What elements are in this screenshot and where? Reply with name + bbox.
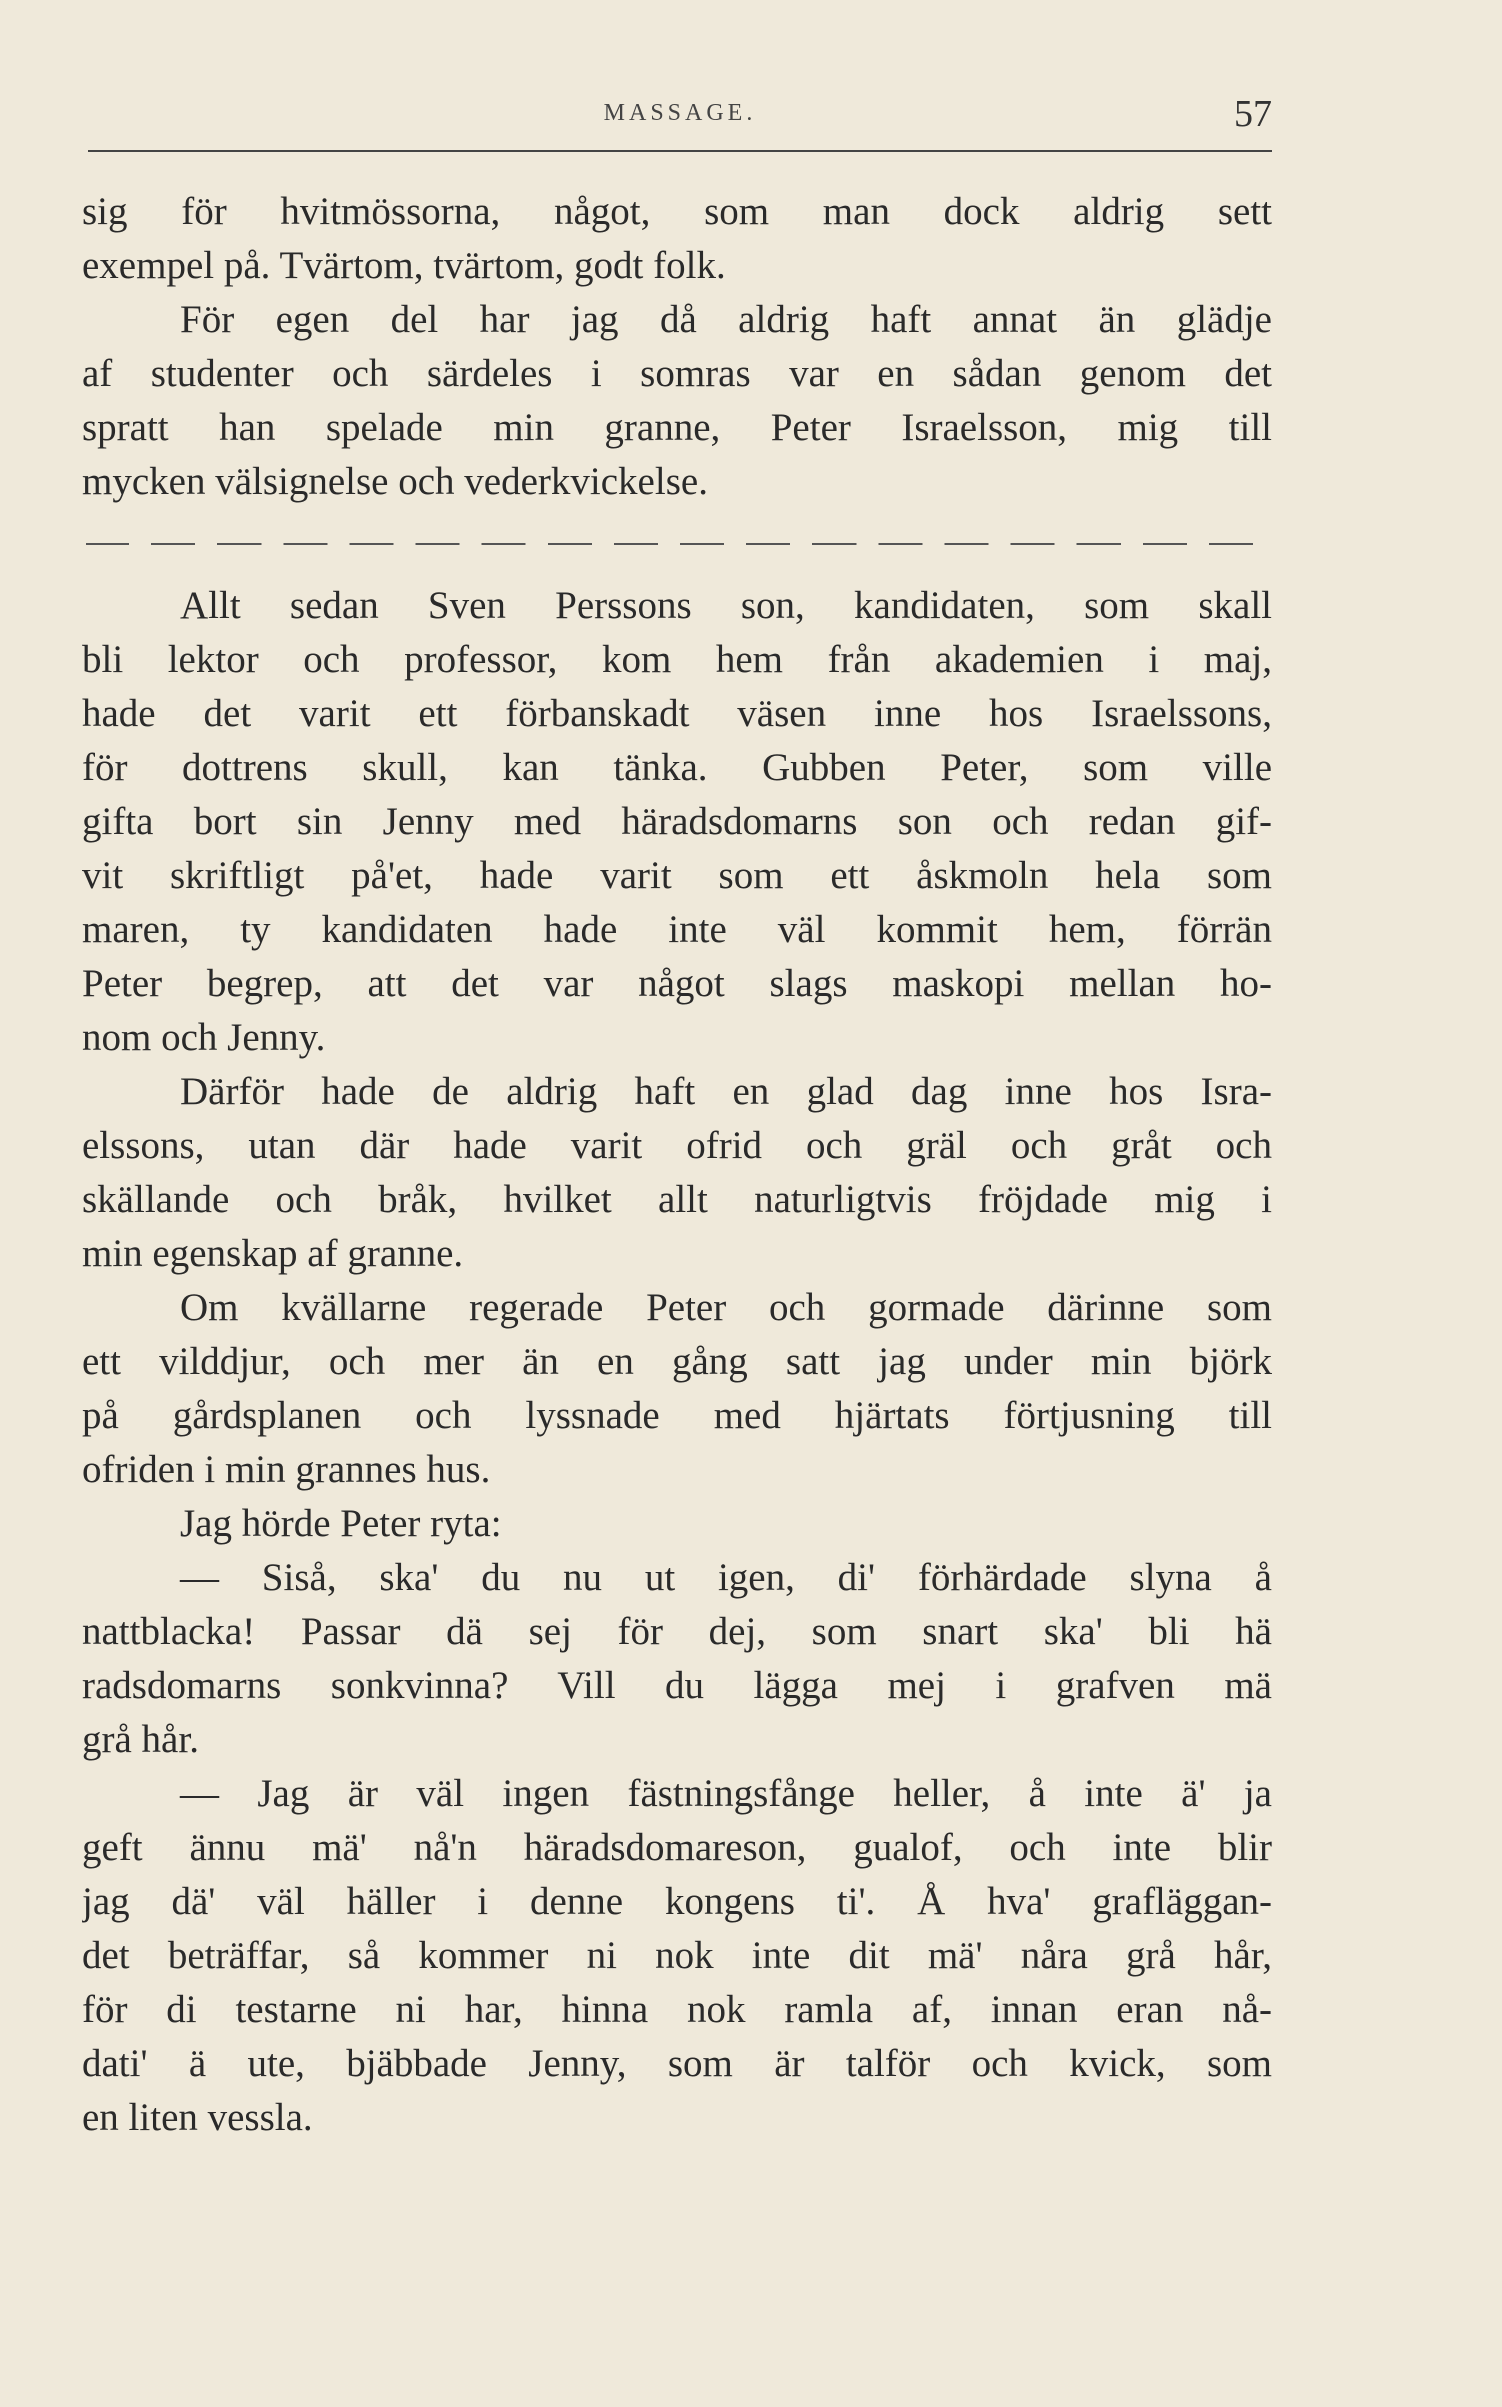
text-line: Därför hade de aldrig haft en glad dag inne hos Isra- <box>180 1070 1272 1113</box>
text-line: dati' ä ute, bjäbbade Jenny, som är talför och kvick, som <box>82 2042 1272 2085</box>
text-line: jag dä' väl häller i denne kongens ti'. Å hva' grafläggan- <box>82 1880 1272 1923</box>
text-line: nattblacka! Passar dä sej för dej, som snart ska' bli hä <box>82 1610 1272 1653</box>
text-line: det beträffar, så kommer ni nok inte dit mä' nåra grå hår, <box>82 1934 1272 1977</box>
running-title: MASSAGE. <box>603 100 757 126</box>
text-line: grå hår. <box>82 1718 199 1761</box>
text-line: vit skriftligt på'et, hade varit som ett åskmoln hela som <box>82 854 1272 897</box>
text-line: en liten vessla. <box>82 2096 313 2139</box>
text-line: geft ännu mä' nå'n häradsdomareson, gualof, och inte blir <box>82 1826 1272 1869</box>
text-line: bli lektor och professor, kom hem från akademien i maj, <box>82 638 1272 681</box>
text-line: af studenter och särdeles i somras var en sådan genom det <box>82 352 1272 395</box>
text-line: på gårdsplanen och lyssnade med hjärtats förtjusning till <box>82 1394 1272 1437</box>
text-line: för di testarne ni har, hinna nok ramla af, innan eran nå- <box>82 1988 1272 2031</box>
text-line: för dottrens skull, kan tänka. Gubben Peter, som ville <box>82 746 1272 789</box>
text-line: — Jag är väl ingen fästningsfånge heller, å inte ä' ja <box>180 1772 1272 1815</box>
text-line: Jag hörde Peter ryta: <box>180 1502 502 1545</box>
text-line: gifta bort sin Jenny med häradsdomarns son och redan gif- <box>82 800 1272 843</box>
page-header <box>88 92 1272 148</box>
page-body <box>82 185 1272 2145</box>
text-line: Om kvällarne regerade Peter och gormade därinne som <box>180 1286 1272 1329</box>
section-separator <box>82 509 1272 579</box>
text-line: radsdomarns sonkvinna? Vill du lägga mej i grafven mä <box>82 1664 1272 1707</box>
text-line: hade det varit ett förbanskadt väsen inne hos Israelssons, <box>82 692 1272 735</box>
page-number: 57 <box>1234 93 1272 135</box>
text-line: elssons, utan där hade varit ofrid och gräl och gråt och <box>82 1124 1272 1167</box>
text-line: Allt sedan Sven Perssons son, kandidaten, som skall <box>180 584 1272 627</box>
header-rule <box>88 150 1272 152</box>
text-line: — Siså, ska' du nu ut igen, di' förhärdade slyna å <box>180 1556 1272 1599</box>
text-line: ett vilddjur, och mer än en gång satt jag under min björk <box>82 1340 1272 1383</box>
text-line: skällande och bråk, hvilket allt naturligtvis fröjdade mig i <box>82 1178 1272 1221</box>
text-line: min egenskap af granne. <box>82 1232 464 1275</box>
text-line: ofriden i min grannes hus. <box>82 1448 491 1491</box>
text-line: spratt han spelade min granne, Peter Israelsson, mig till <box>82 406 1272 449</box>
text-line: För egen del har jag då aldrig haft annat än glädje <box>180 298 1272 341</box>
text-line: nom och Jenny. <box>82 1016 326 1059</box>
text-line: mycken välsignelse och vederkvickelse. <box>82 460 708 503</box>
text-line: exempel på. Tvärtom, tvärtom, godt folk. <box>82 244 726 287</box>
text-line: sig för hvitmössorna, något, som man dock aldrig sett <box>82 190 1272 233</box>
text-line: Peter begrep, att det var något slags maskopi mellan ho- <box>82 962 1272 1005</box>
text-line: maren, ty kandidaten hade inte väl kommit hem, förrän <box>82 908 1272 951</box>
